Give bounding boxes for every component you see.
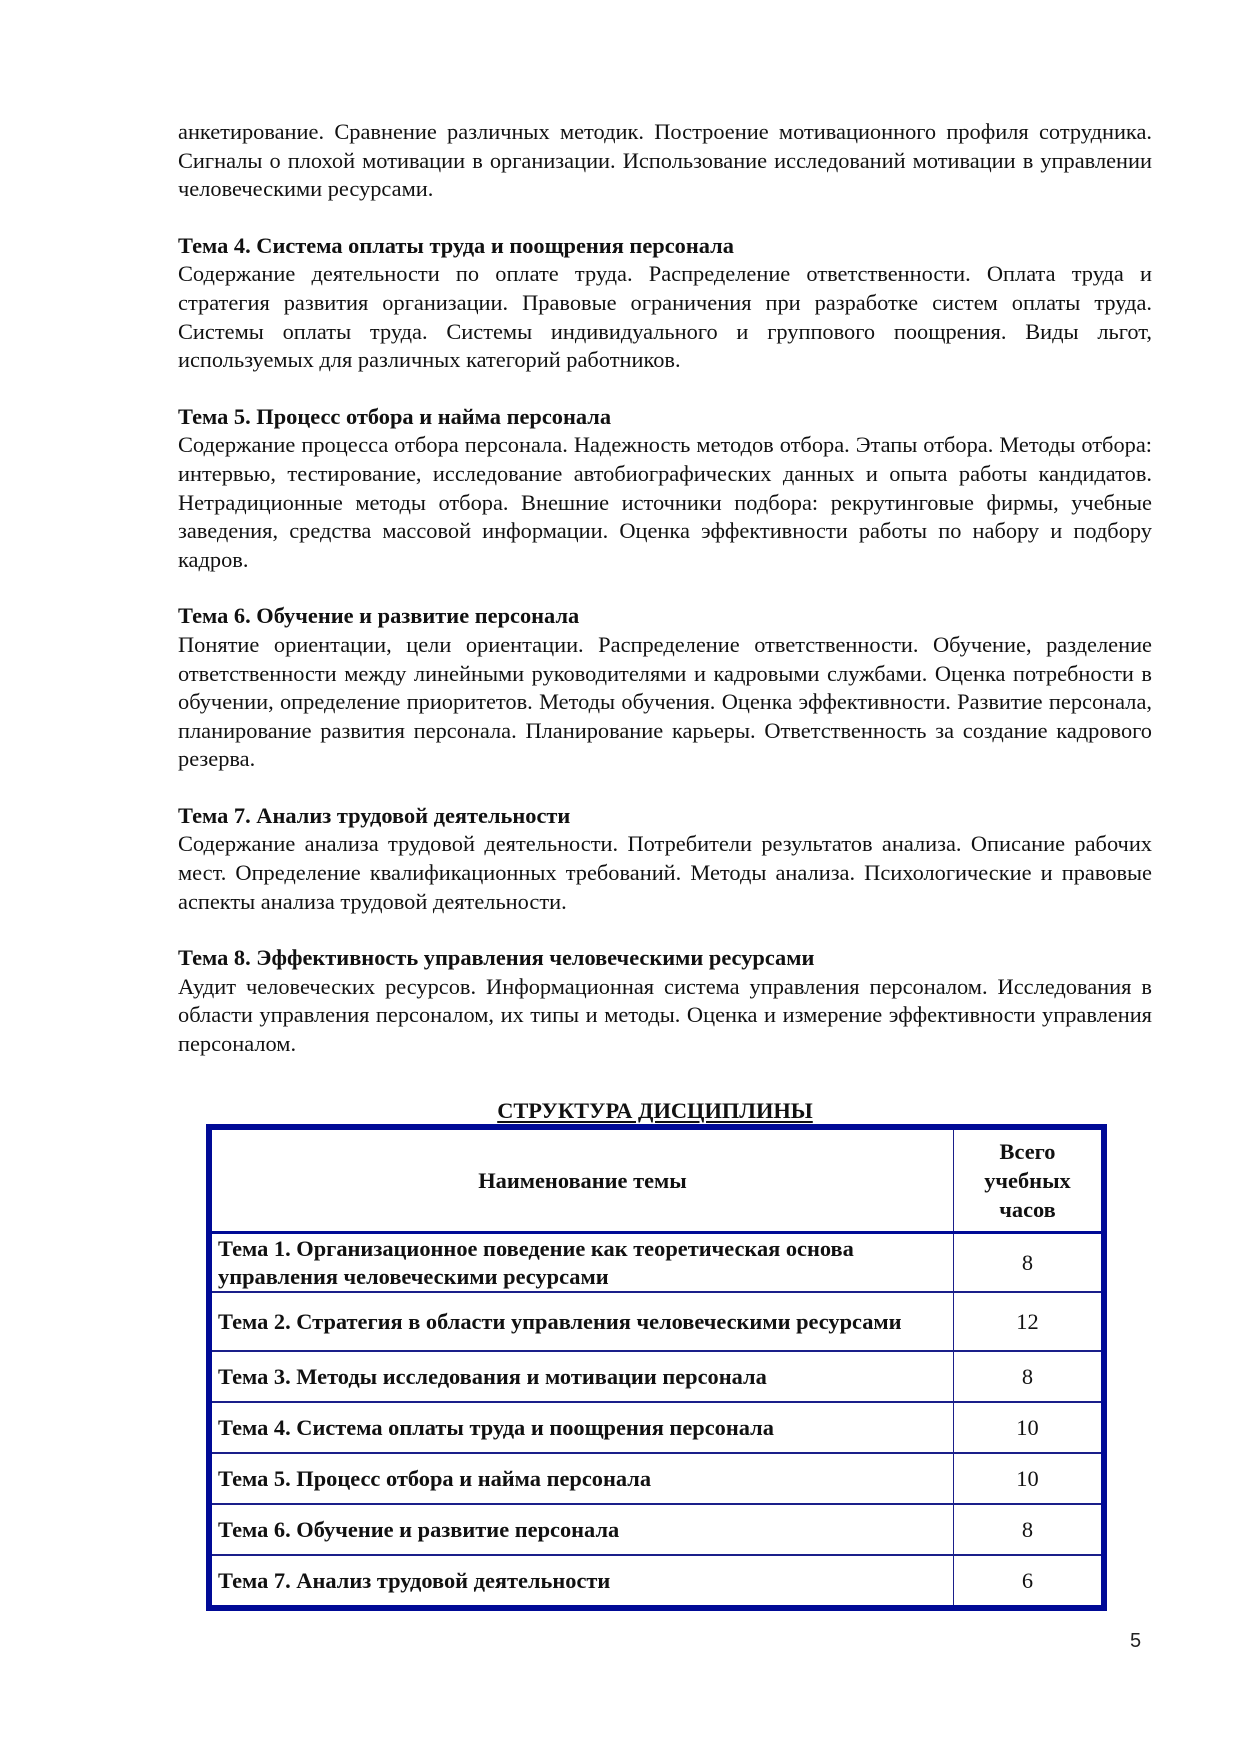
table-row xyxy=(209,1351,1104,1402)
section-topic-5 xyxy=(178,403,1152,575)
row-topic: Тема 7. Анализ трудовой деятельности xyxy=(209,1555,954,1608)
row-hours: 10 xyxy=(954,1453,1105,1504)
header-hours-line: Всего xyxy=(999,1139,1056,1164)
table-header-row xyxy=(209,1127,1104,1233)
row-topic: Тема 2. Стратегия в области управления человеческими ресурсами xyxy=(209,1292,954,1351)
section-body: Содержание анализа трудовой деятельности. Потребители результатов анализа. Описание рабочих мест. Определение квалификационных требований. Методы анализа. Психологические и правовые аспекты анализа трудовой деятельности. xyxy=(178,831,1152,914)
section-body: Содержание процесса отбора персонала. Надежность методов отбора. Этапы отбора. Методы отбора: интервью, тестирование, исследование автобиографических данных и опыта работы кандидатов. Нетрадиционные методы отбора. Внешние источники подбора: рекрутинговые фирмы, учебные заведения, средства массовой информации. Оценка эффективности работы по набору и подбору кадров. xyxy=(178,432,1152,572)
table-row xyxy=(209,1504,1104,1555)
section-body: Понятие ориентации, цели ориентации. Распределение ответственности. Обучение, разделение ответственности между линейными руководителями и кадровыми службами. Оценка потребности в обучении, определение приоритетов. Методы обучения. Оценка эффективности. Развитие персонала, планирование развития персонала. Планирование карьеры. Ответственность за создание кадрового резерва. xyxy=(178,631,1152,772)
header-hours-line: учебных xyxy=(984,1168,1071,1193)
section-heading: Тема 6. Обучение и развитие персонала xyxy=(178,603,580,629)
header-hours xyxy=(954,1127,1105,1233)
section-body: Содержание деятельности по оплате труда. Распределение ответственности. Оплата труда и стратегия развития организации. Правовые ограничения при разработке систем оплаты труда. Системы оплаты труда. Системы индивидуального и группового поощрения. Виды льгот, используемых для различных категорий работников. xyxy=(178,261,1152,373)
row-topic: Тема 5. Процесс отбора и найма персонала xyxy=(209,1453,954,1504)
section-heading: Тема 4. Система оплаты труда и поощрения персонала xyxy=(178,232,734,258)
table-row xyxy=(209,1292,1104,1351)
row-topic: Тема 4. Система оплаты труда и поощрения персонала xyxy=(209,1402,954,1453)
table-row xyxy=(209,1233,1104,1293)
row-topic: Тема 1. Организационное поведение как теоретическая основа управления человеческими ресурсами xyxy=(209,1233,954,1293)
document-body xyxy=(178,118,1152,1059)
page-number: 5 xyxy=(1130,1630,1142,1652)
section-heading: Тема 8. Эффективность управления человеческими ресурсами xyxy=(178,945,815,971)
section-topic-7 xyxy=(178,802,1152,916)
row-hours: 10 xyxy=(954,1402,1105,1453)
table-row xyxy=(209,1402,1104,1453)
row-hours: 8 xyxy=(954,1504,1105,1555)
section-body: Аудит человеческих ресурсов. Информационная система управления персоналом. Исследования в области управления персоналом, их типы и методы. Оценка и измерение эффективности управления персоналом. xyxy=(178,973,1152,1057)
section-heading: Тема 5. Процесс отбора и найма персонала xyxy=(178,403,612,429)
table-row xyxy=(209,1453,1104,1504)
header-topic: Наименование темы xyxy=(209,1127,954,1233)
structure-table-title: СТРУКТУРА ДИСЦИПЛИНЫ xyxy=(497,1098,813,1123)
row-topic: Тема 6. Обучение и развитие персонала xyxy=(209,1504,954,1555)
header-hours-line: часов xyxy=(999,1197,1056,1222)
intro-paragraph: анкетирование. Сравнение различных методик. Построение мотивационного профиля сотрудника. Сигналы о плохой мотивации в организации. Использование исследований мотивации в управлении человеческими ресурсами. xyxy=(178,119,1152,202)
row-hours: 6 xyxy=(954,1555,1105,1608)
section-topic-8 xyxy=(178,944,1152,1058)
row-hours: 12 xyxy=(954,1292,1105,1351)
row-topic: Тема 3. Методы исследования и мотивации персонала xyxy=(209,1351,954,1402)
table-row xyxy=(209,1555,1104,1608)
section-topic-6 xyxy=(178,602,1152,774)
structure-table xyxy=(206,1124,1107,1611)
section-topic-4 xyxy=(178,232,1152,375)
row-hours: 8 xyxy=(954,1351,1105,1402)
section-heading: Тема 7. Анализ трудовой деятельности xyxy=(178,802,571,828)
row-hours: 8 xyxy=(954,1233,1105,1293)
